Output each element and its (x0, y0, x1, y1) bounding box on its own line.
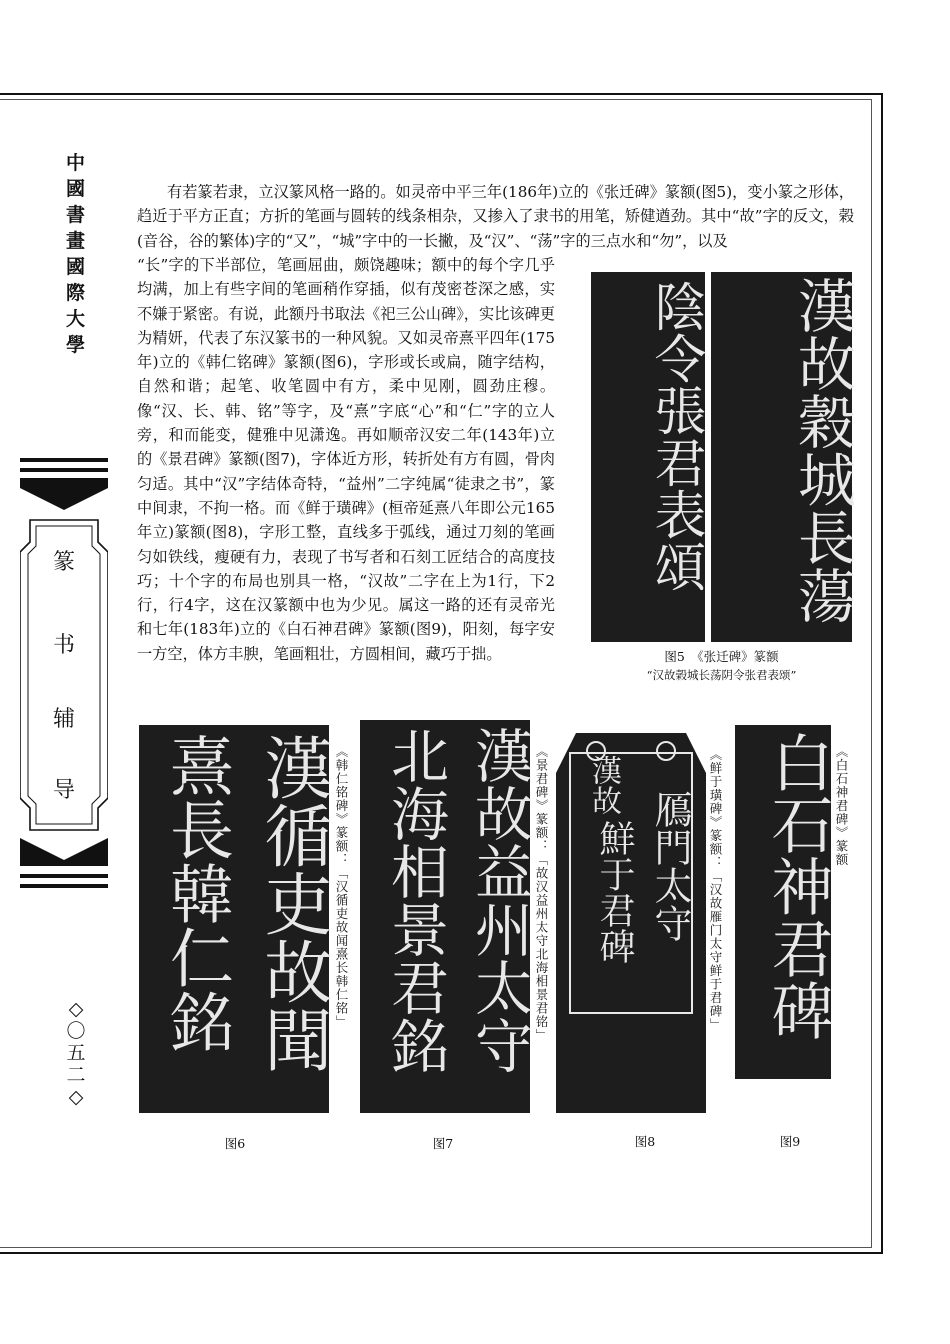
fig5-subcaption: “汉故榖城长荡阴令张君表颂” (646, 668, 797, 682)
fig6-rubbing (139, 725, 332, 1113)
fig9-chars: 白石神君碑 (761, 731, 834, 1041)
fig7-side-caption: 《景君碑》篆额：「故汉益州太守北海相景君铭」 (534, 745, 549, 1042)
fig8-left-chars: 鮮于君碑 (594, 820, 635, 964)
series-title: 中國書畫國際大學 (65, 152, 86, 356)
fig5-caption: 图5 《张迁碑》篆额 (664, 649, 779, 664)
fig7-right-chars: 漢故益州太守 (465, 726, 533, 1074)
fig8-top-chars: 漢故 (586, 755, 621, 815)
fig7-left-chars: 北海相景君銘 (381, 726, 449, 1074)
paragraph-1-continued (137, 253, 555, 666)
fig5-right-chars: 漢故穀城長蕩 (788, 276, 856, 624)
fig5-left-column (591, 272, 705, 642)
fig8-side-caption: 《鲜于璜碑》篆额：「汉故雁门太守鲜于君碑」 (708, 748, 723, 1032)
section-char-3: 辅 (52, 707, 75, 732)
paragraph-1: 有若篆若隶，立汉篆风格一路的。如灵帝中平三年(186年)立的《张迁碑》篆额(图5)，变小篆之形体，趋近于平方正直；方折的笔画与圆转的线条相杂，又掺入了隶书的用笔，矫健遒劲。其中“故”字的反文，榖(音谷，谷的繁体)字的“又”，“城”字中的一长撇，及“汉”、“荡”字的三点水和“勿”，以及 (137, 183, 854, 250)
fig6-right-chars: 漢循吏故聞 (253, 733, 332, 1073)
fig8-right-chars: 鴈門太守 (648, 790, 692, 942)
fig7-label: 图7 (432, 1136, 454, 1151)
section-char-1: 篆 (52, 550, 75, 575)
paragraph-1-cont-text: “长”字的下半部位，笔画屈曲，颇饶趣味；额中的每个字几乎均满，加上有些字间的笔画稍作穿插，似有茂密苍深之感，实不嫌于紧密。有说，此额丹书取法《祀三公山碑》，实比该碑更为精妍，代表了东汉篆书的一种风貌。又如灵帝熹平四年(175年)立的《韩仁铭碑》篆额(图6)，字形或长或扁，随字结构，自然和谐；起笔、收笔圆中有方，柔中见刚，圆劲庄穆。像“汉、长、韩、铭”等字，及“熹”字底“心”和“仁”字的立人旁，和而能变，健雅中见潇逸。再如顺帝汉安二年(143年)立的《景君碑》篆额(图7)，字体近方形，转折处有方有圆，骨肉匀适。其中“汉”字结体奇特，“益州”二字纯属“徒隶之书”，篆中间隶，不拘一格。而《鲜于璜碑》(桓帝延熹八年即公元165年立)篆额(图8)，字形工整，直线多于弧线，通过刀刻的笔画匀如铁线，瘦硬有力，表现了书写者和石刻工匠结合的高度技巧；十个字的布局也别具一格，“汉故”二字在上为1行，下2行，行4字，这在汉篆额中也为少见。属这一路的还有灵帝光和七年(183年)立的《白石神君碑》篆额(图9)，阳刻，每字安一方空，体方丰腴，笔画粗壮，方圆相间，藏巧于拙。 (137, 256, 555, 663)
section-char-4: 导 (52, 778, 75, 803)
section-char-2: 书 (52, 633, 75, 658)
fig9-label: 图9 (779, 1134, 801, 1149)
fig6-left-chars: 熹長韓仁銘 (159, 733, 233, 1053)
fig7-rubbing (360, 720, 533, 1113)
fig5-left-chars: 陰令張君表頌 (645, 280, 705, 592)
fig6-side-caption: 《韩仁铭碑》篆额：「汉循吏故闻熹长韩仁铭」 (334, 745, 349, 1029)
fig5-right-column (711, 272, 856, 642)
section-banner (20, 458, 108, 890)
fig9-rubbing (735, 725, 834, 1079)
fig8-label: 图8 (634, 1134, 656, 1149)
fig9-side-caption: 《白石神君碑》篆额 (834, 745, 849, 867)
page-number: ◇〇五二◇ (66, 998, 86, 1108)
fig6-label: 图6 (224, 1136, 246, 1151)
